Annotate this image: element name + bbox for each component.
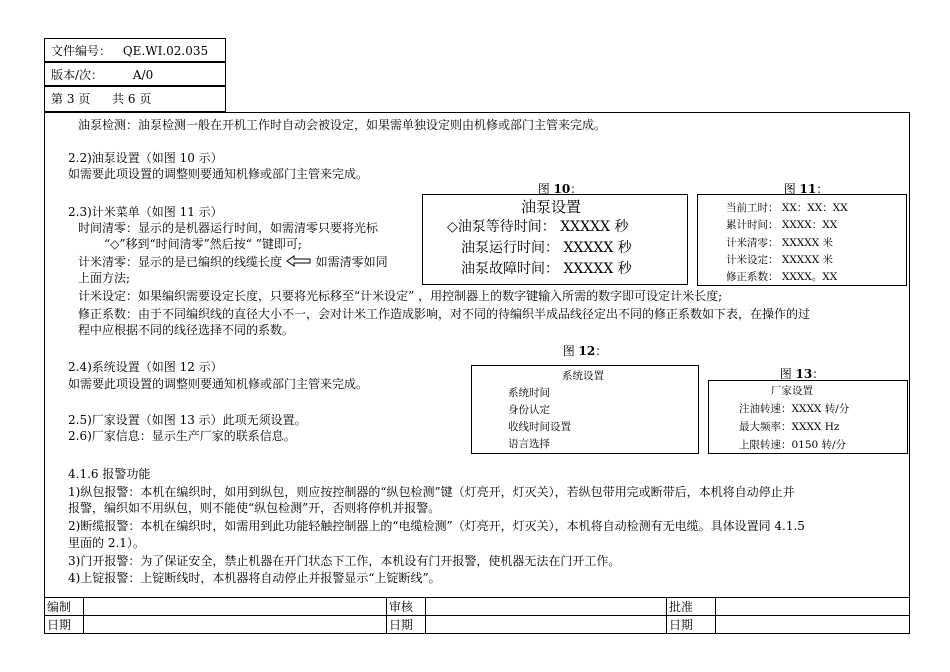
signature-table [44,597,910,634]
fig10-caption: 图 10： [537,182,583,196]
doc-number-value: QE.WI.02.035 [122,44,209,58]
fig10-title: 油泵设置 [521,198,582,216]
fig11-row: 当前工时： XX：XX：XX [726,202,848,214]
page-number: 第 3 页 [51,92,91,106]
meter-reset-text-b: 如需清零如同 [315,255,388,269]
fig11-row: 修正系数： XXXX。XX [726,271,838,283]
meter-set-text: 计米设定：如果编织需要设定长度，只要将光标移至“计米设定” ，用控制器上的数字键输入所需的数字即可设定计米长度; [78,289,723,303]
doc-number-label: 文件编号： [51,44,112,58]
alarm-1-text-2: 报警，编织如不用纵包，则不能使“纵包检测”开，否则将停机并报警。 [68,501,441,515]
fig12-row: 语言选择 [508,438,550,450]
prepared-label: 编制 [45,598,84,616]
fig10-row: ◇油泵等待时间： XXXXX 秒 [447,219,629,235]
page-total: 共 6 页 [112,92,152,106]
arrow-key-icon [286,255,312,267]
date-label: 日期 [45,616,84,634]
fig11-row: 累计时间： XXXX：XX [726,219,838,231]
fig13-title: 厂家设置 [771,385,813,397]
fig12-row: 收线时间设置 [508,421,571,433]
section-2-2-text: 如需要此项设置的调整则要通知机修或部门主管来完成。 [68,167,369,181]
approved-field [716,598,910,616]
fig12-system-panel [471,365,699,454]
section-2-4-heading: 2.4)系统设置（如图 12 示） [68,360,223,374]
alarm-1-text: 1)纵包报警：本机在编织时，如用到纵包，则应按控制器的“纵包检测”键（灯亮开，灯灭关），若纵包带用完或断带后，本机将自动停止并 [68,485,795,499]
meter-reset-text-2: 上面方法; [78,271,131,285]
alarm-2-text: 2)断缆报警：本机在编织时，如需用到此功能轻触控制器上的“电缆检测”（灯亮开，灯灭关），本机将自动检测有无电缆。具体设置同 4.1.5 [68,519,805,533]
page-row [44,86,226,112]
fig12-row: 身份认定 [508,404,550,416]
date-field [84,616,387,634]
fig10-row: 油泵运行时间： XXXXX 秒 [461,240,632,256]
date-field [426,616,667,634]
time-reset-text: 时间清零：显示的是机器运行时间，如需清零只要将光标 [78,221,379,235]
time-reset-text-2: “◇”移到“时间清零”然后按“ ”键即可; [104,237,302,251]
approved-label: 批准 [667,598,716,616]
alarm-2-text-2: 里面的 2.1）。 [68,536,145,550]
reviewed-field [426,598,667,616]
prepared-field [84,598,387,616]
meter-reset-text [78,254,388,270]
fig10-row: 油泵故障时间： XXXXX 秒 [461,261,632,277]
section-2-3-heading: 2.3)计米菜单（如图 11 示） [68,205,223,219]
doc-number-row [44,38,226,62]
date-label: 日期 [667,616,716,634]
alarm-3-text: 3)门开报警：为了保证安全，禁止机器在开门状态下工作，本机设有门开报警，使机器无法在门开工作。 [68,554,621,568]
version-row [44,62,226,86]
fig12-caption: 图 12： [562,344,608,358]
section-2-5-text: 2.5)厂家设置（如图 13 示）此项无须设置。 [68,413,307,427]
correction-text-2: 程中应根据不同的线径选择不同的系数。 [78,323,295,337]
correction-text: 修正系数：由于不同编织线的直径大小不一，会对计米工作造成影响，对不同的待编织半成品线径定出不同的修正系数如下表，在操作的过 [78,307,811,321]
version-value: A/0 [132,68,154,82]
section-2-4-text: 如需要此项设置的调整则要通知机修或部门主管来完成。 [68,377,369,391]
fig11-meter-panel [697,194,907,286]
fig13-row: 最大频率：XXXX Hz [739,421,840,433]
oil-pump-detect-text: 油泵检测：油泵检测一般在开机工作时自动会被设定，如果需单独设定则由机修或部门主管来完成。 [78,118,607,132]
reviewed-label: 审核 [387,598,426,616]
fig12-title: 系统设置 [562,370,604,382]
fig10-oil-pump-panel [422,194,688,285]
section-2-2-heading: 2.2)油泵设置（如图 10 示） [68,151,223,165]
date-field [716,616,910,634]
fig13-factory-panel [708,380,908,454]
alarm-heading: 4.1.6 报警功能 [68,467,151,481]
section-2-6-text: 2.6)厂家信息：显示生产厂家的联系信息。 [68,429,296,443]
date-label: 日期 [387,616,426,634]
fig12-row: 系统时间 [508,387,550,399]
fig13-row: 注油转速：XXXX 转/分 [739,403,850,415]
fig13-row: 上限转速：0150 转/分 [739,439,847,451]
fig13-caption: 图 13： [779,367,825,381]
alarm-4-text: 4)上锭报警：上锭断线时，本机器将自动停止并报警显示“上锭断线”。 [68,571,441,585]
meter-reset-text-a: 计米清零：显示的是已编织的线缆长度 [78,255,283,269]
fig11-row: 计米设定： XXXXX 米 [726,254,834,266]
fig11-caption: 图 11： [783,182,829,196]
version-label: 版本/次： [51,68,104,82]
fig11-row: 计米清零： XXXXX 米 [726,237,834,249]
